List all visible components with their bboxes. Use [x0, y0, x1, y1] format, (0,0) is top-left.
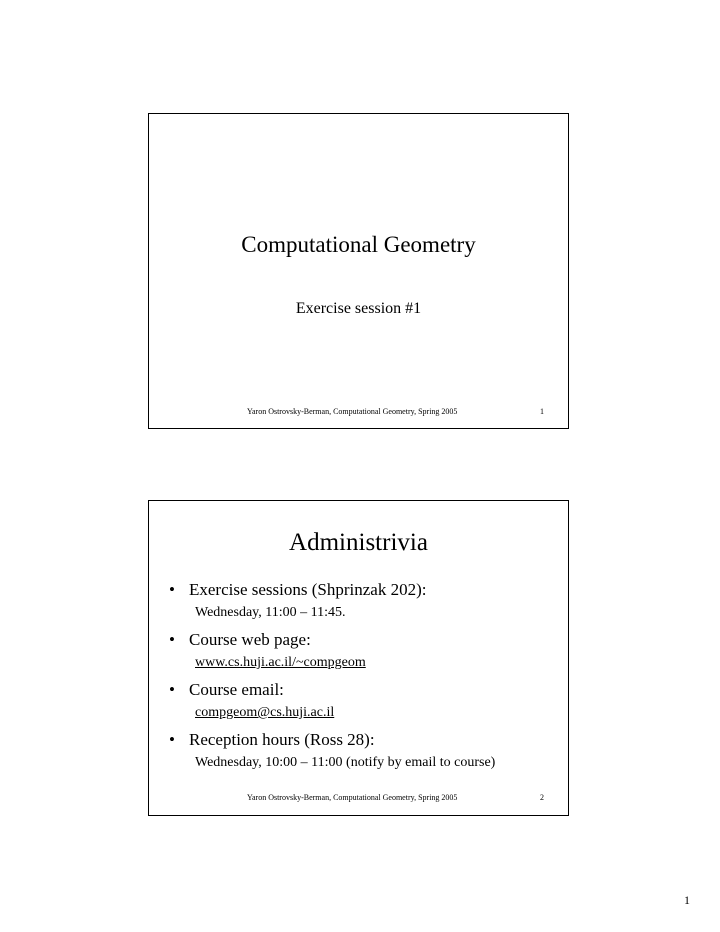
- slide-1-number: 1: [540, 407, 544, 416]
- bullet-list: [169, 579, 564, 779]
- bullet-item-email: [169, 679, 564, 701]
- bullet-icon: •: [169, 730, 175, 749]
- bullet-text: Reception hours (Ross 28):: [189, 730, 375, 749]
- slide-1-title: Computational Geometry: [241, 232, 476, 257]
- bullet-detail: Wednesday, 10:00 – 11:00 (notify by email to course): [195, 755, 496, 770]
- slide-1: [148, 113, 569, 429]
- course-email-link[interactable]: compgeom@cs.huji.ac.il: [195, 705, 335, 720]
- slide-2-footer: Yaron Ostrovsky-Berman, Computational Geometry, Spring 2005: [247, 793, 458, 802]
- slide-1-footer: Yaron Ostrovsky-Berman, Computational Geometry, Spring 2005: [247, 407, 458, 416]
- slide-2-title: Administrivia: [289, 529, 428, 556]
- bullet-item-sessions: [169, 579, 564, 601]
- slide-2-number: 2: [540, 793, 544, 802]
- bullet-icon: •: [169, 630, 175, 649]
- bullet-icon: •: [169, 580, 175, 599]
- bullet-text: Course web page:: [189, 630, 311, 649]
- page-number: 1: [684, 893, 690, 907]
- bullet-icon: •: [169, 680, 175, 699]
- bullet-item-reception: [169, 729, 564, 751]
- bullet-text: Exercise sessions (Shprinzak 202):: [189, 580, 427, 599]
- bullet-detail: Wednesday, 11:00 – 11:45.: [195, 605, 346, 620]
- bullet-item-web-page: [169, 629, 564, 651]
- course-web-link[interactable]: www.cs.huji.ac.il/~compgeom: [195, 655, 366, 670]
- slide-1-subtitle: Exercise session #1: [295, 300, 422, 317]
- bullet-text: Course email:: [189, 680, 284, 699]
- slide-2: [148, 500, 569, 816]
